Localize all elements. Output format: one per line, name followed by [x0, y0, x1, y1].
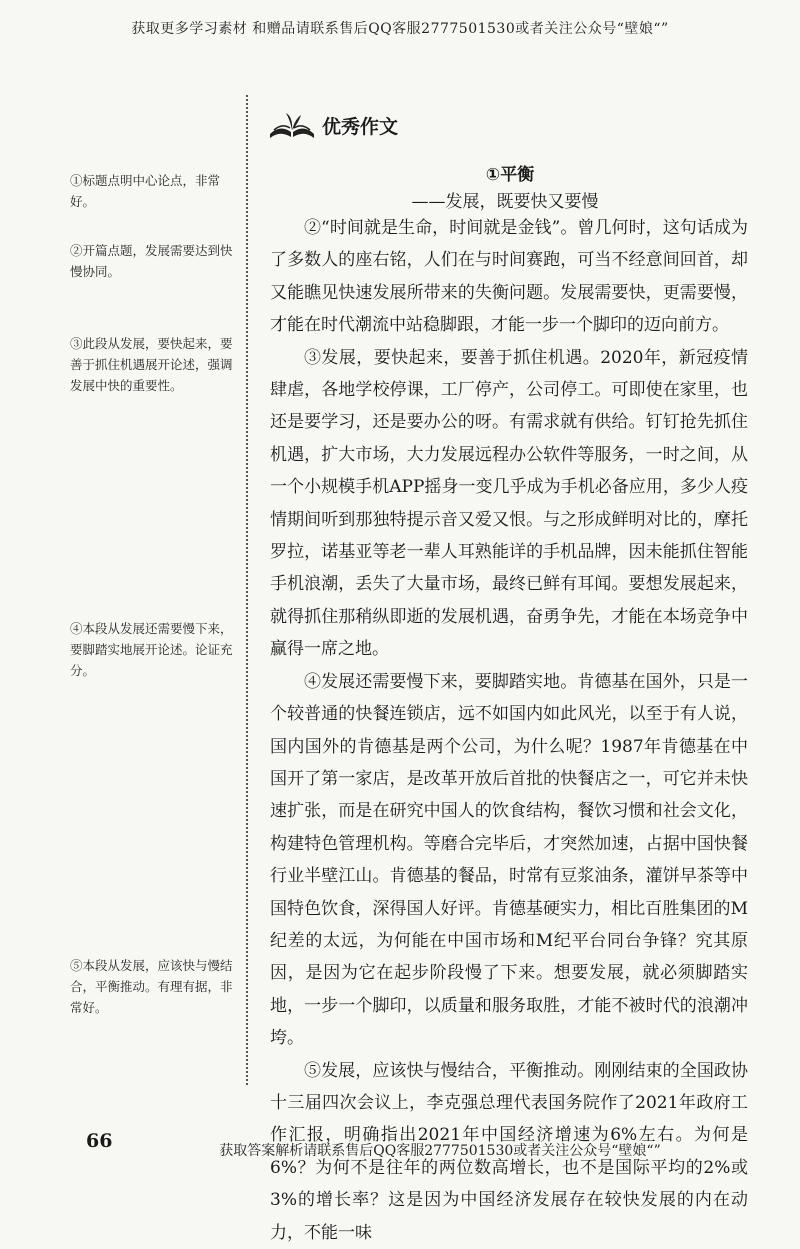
- open-book-icon: [268, 110, 316, 140]
- paragraph: ③发展，要快起来，要善于抓住机遇。2020年，新冠疫情肆虐，各地学校停课，工厂停产，公司停工。可即使在家里，也还是要学习，还是要办公的呀。有需求就有供给。钉钉抢先抓住机遇，扩大市场，大力发展远程办公软件等服务，一时之间，从一个小规模手机APP摇身一变几乎成为手机必备应用，多少人疫情期间听到那独特提示音又爱又恨。与之形成鲜明对比的，摩托罗拉，诺基亚等老一辈人耳熟能详的手机品牌，因未能抓住智能手机浪潮，丢失了大量市场，最终已鲜有耳闻。要想发展起来，就得抓住那稍纵即逝的发展机遇，奋勇争先，才能在本场竞争中赢得一席之地。: [270, 347, 748, 660]
- annotation-4: ④本段从发展还需要慢下来，要脚踏实地展开论述。论证充分。: [70, 621, 233, 678]
- annotation-5: ⑤本段从发展，应该快与慢结合，平衡推动。有理有据，非常好。: [70, 958, 233, 1015]
- paragraph: ②“时间就是生命，时间就是金钱”。曾几何时，这句话成为了多数人的座右铭，人们在与时间赛跑，可当不经意间回首，却又能瞧见快速发展所带来的失衡问题。发展需要快，更需要慢，才能在时代潮流中站稳脚跟，才能一步一个脚印的迈向前方。: [270, 218, 748, 336]
- annotation-2: ②开篇点题，发展需要达到快慢协同。: [70, 243, 233, 279]
- essay-title: ①平衡: [485, 165, 535, 185]
- paragraph: ⑤发展，应该快与慢结合，平衡推动。刚刚结束的全国政协十三届四次会议上，李克强总理代表国务院作了2021年政府工作汇报，明确指出2021年中国经济增速为6%左右。为何是6%？为何不是往年的两位数高增长，也不是国际平均的2%或3%的增长率？这是因为中国经济发展存在较快发展的内在动力，不能一味: [270, 1060, 748, 1243]
- annotation-3: ③此段从发展，要快起来，要善于抓住机遇展开论述，强调发展中快的重要性。: [70, 336, 233, 393]
- essay-subtitle: ——发展，既要快又要慢: [411, 192, 599, 212]
- margin-divider: [246, 95, 248, 1085]
- essay-body: [270, 212, 748, 1249]
- header-note: 获取更多学习素材 和赠品请联系售后QQ客服2777501530或者关注公众号“壁娘“”: [131, 21, 669, 37]
- section-label: 优秀作文: [322, 115, 399, 138]
- annotation-1: ①标题点明中心论点，非常好。: [70, 173, 221, 209]
- paragraph: ④发展还需要慢下来，要脚踏实地。肯德基在国外，只是一个较普通的快餐连锁店，远不如国内如此风光，以至于有人说，国内国外的肯德基是两个公司，为什么呢？1987年肯德基在中国开了第一家店，是改革开放后首批的快餐店之一，可它并未快速扩张，而是在研究中国人的饮食结构，餐饮习惯和社会文化，构建特色管理机构。等磨合完毕后，才突然加速，占据中国快餐行业半壁江山。肯德基的餐品，时常有豆浆油条，灌饼早茶等中国特色饮食，深得国人好评。肯德基硬实力，相比百胜集团的M纪差的太远，为何能在中国市场和M纪平台同台争锋？究其原因，是因为它在起步阶段慢了下来。想要发展，就必须脚踏实地，一步一个脚印，以质量和服务取胜，才能不被时代的浪潮冲垮。: [270, 671, 748, 1049]
- footer-note: 获取答案解析请联系售后QQ客服2777501530或者关注公众号“壁娘“”: [219, 1143, 661, 1159]
- section-heading: [268, 108, 398, 142]
- page-number: 66: [86, 1130, 113, 1152]
